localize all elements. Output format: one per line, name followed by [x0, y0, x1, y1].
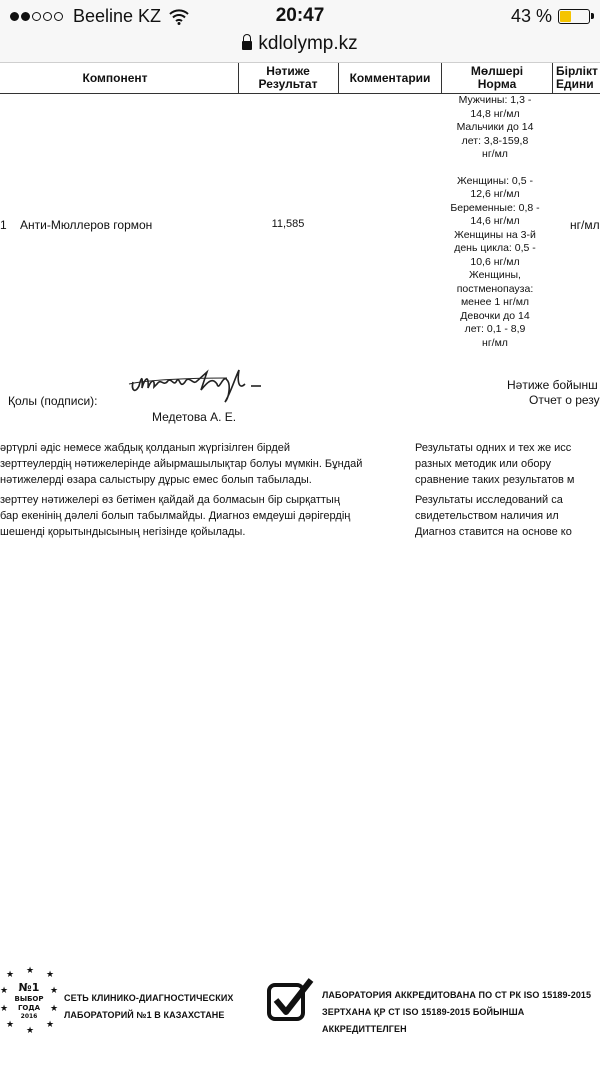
- network-slogan: [64, 990, 234, 1024]
- header-comments: Комментарии: [349, 71, 431, 85]
- note-kz-line: зерттеулердің нәтижелерінде айырмашылықтар болуы мүмкін. Бұндай: [0, 458, 363, 470]
- norm-line: 12,6 нг/мл: [470, 188, 520, 200]
- svg-text:★: ★: [6, 1020, 15, 1030]
- network-slogan-line1: СЕТЬ КЛИНИКО-ДИАГНОСТИЧЕСКИХ: [64, 993, 234, 1003]
- report-title-ru: Отчет о резу: [529, 393, 600, 407]
- svg-text:★: ★: [46, 1020, 55, 1030]
- svg-text:★: ★: [50, 1004, 58, 1014]
- battery-percent: 43 %: [510, 6, 552, 26]
- norm-line: Женщины,: [469, 269, 521, 281]
- note-kz-line: шешенді қорытындысының негізінде қойылады.: [0, 526, 246, 538]
- component-name: Анти-Мюллеров гормон: [20, 218, 153, 232]
- reference-ranges: [438, 94, 552, 350]
- note-ru-line: сравнение таких результатов м: [415, 474, 575, 486]
- norm-line: 14,8 нг/мл: [470, 107, 520, 120]
- svg-text:★: ★: [46, 970, 55, 980]
- norm-line: Мужчины: 1,3 -: [458, 94, 532, 106]
- svg-text:★: ★: [50, 986, 58, 996]
- norm-line: лет: 0,1 - 8,9: [464, 323, 526, 335]
- column-divider: [238, 63, 239, 93]
- report-title-kz: Нәтиже бойынш: [507, 378, 598, 392]
- badge-line2: ГОДА: [17, 1004, 41, 1012]
- norm-line: постменопауза:: [456, 282, 534, 295]
- svg-text:★: ★: [0, 1004, 9, 1014]
- signature-label: Қолы (подписи):: [8, 394, 98, 408]
- clock: 20:47: [275, 5, 325, 26]
- unit-value: нг/мл: [570, 218, 600, 232]
- note-kz-line: нәтижелерді өзара салыстыру дұрыс емес болып табылады.: [0, 474, 312, 486]
- norm-line: менее 1 нг/мл: [460, 296, 530, 308]
- checkmark-icon: [266, 978, 316, 1024]
- note-ru-line: Результаты исследований са: [415, 494, 563, 506]
- norm-line: Беременные: 0,8 -: [450, 201, 540, 214]
- norm-line: 14,6 нг/мл: [470, 215, 520, 227]
- status-right: [511, 6, 590, 27]
- status-bar: [0, 0, 600, 63]
- badge-line1: ВЫБОР: [14, 995, 44, 1003]
- svg-text:★: ★: [0, 986, 9, 996]
- norm-line: Женщины: 0,5 -: [457, 174, 533, 187]
- svg-text:★: ★: [26, 1026, 35, 1036]
- header-unit: Бірлікт Едини: [556, 64, 598, 91]
- norm-line: Женщины на 3-й: [454, 228, 536, 241]
- note-ru-line: разных методик или обору: [415, 458, 552, 470]
- network-slogan-line2: ЛАБОРАТОРИЙ №1 В КАЗАХСТАНЕ: [64, 1010, 225, 1020]
- badge-year: 2016: [20, 1013, 38, 1020]
- badge-number: №1: [18, 981, 40, 994]
- signer-name: Медетова А. Е.: [152, 410, 237, 424]
- header-norm: Мөлшері Норма: [470, 64, 524, 91]
- column-divider: [338, 63, 339, 93]
- note-kz-line: әртүрлі әдіс немесе жабдық қолданып жүргізілген бірдей: [0, 442, 291, 454]
- note-kz-line: зерттеу нәтижелері өз бетімен қайдай да болмасын бір сырқаттың: [0, 494, 340, 506]
- column-divider: [552, 63, 553, 93]
- svg-text:★: ★: [26, 966, 35, 976]
- note-ru-line: Диагноз ставится на основе ко: [415, 526, 572, 538]
- address-bar[interactable]: [0, 33, 600, 55]
- norm-line: Девочки до 14: [460, 309, 530, 322]
- norm-line: Мальчики до 14: [456, 121, 534, 133]
- url-text: kdlolymp.kz: [258, 33, 358, 54]
- note-kz-line: бар екенінің дәлелі болып табылмайды. Диагноз емдеуші дәрігердің: [0, 510, 351, 522]
- note-ru-line: Результаты одних и тех же исс: [415, 442, 572, 454]
- lock-icon: [242, 41, 252, 50]
- column-divider: [441, 63, 442, 93]
- battery-icon: [558, 9, 590, 24]
- accreditation-line2: ЗЕРТХАНА ҚР СТ ISO 15189-2015 БОЙЫНША АККРЕДИТТЕЛГЕН: [322, 1007, 525, 1034]
- award-badge-icon: [0, 965, 58, 1037]
- norm-line: день цикла: 0,5 -: [454, 242, 536, 254]
- carrier-name: Beeline KZ: [73, 6, 162, 26]
- handwritten-signature: [127, 364, 267, 408]
- norm-line: [438, 162, 552, 175]
- row-index: 1: [0, 218, 7, 232]
- accreditation-text: [322, 987, 600, 1038]
- result-value: 11,585: [271, 218, 305, 230]
- norm-line: нг/мл: [482, 148, 508, 160]
- norm-line: нг/мл: [482, 336, 508, 349]
- header-result: Нәтиже Результат: [258, 64, 318, 91]
- note-ru-line: свидетельством наличия ил: [415, 510, 559, 522]
- header-component: Компонент: [82, 71, 148, 85]
- norm-line: 10,6 нг/мл: [470, 255, 520, 268]
- svg-text:★: ★: [6, 970, 15, 980]
- accreditation-line1: ЛАБОРАТОРИЯ АККРЕДИТОВАНА ПО СТ РК ISO 15189-2015: [322, 990, 592, 1000]
- norm-line: лет: 3,8-159,8: [461, 134, 529, 147]
